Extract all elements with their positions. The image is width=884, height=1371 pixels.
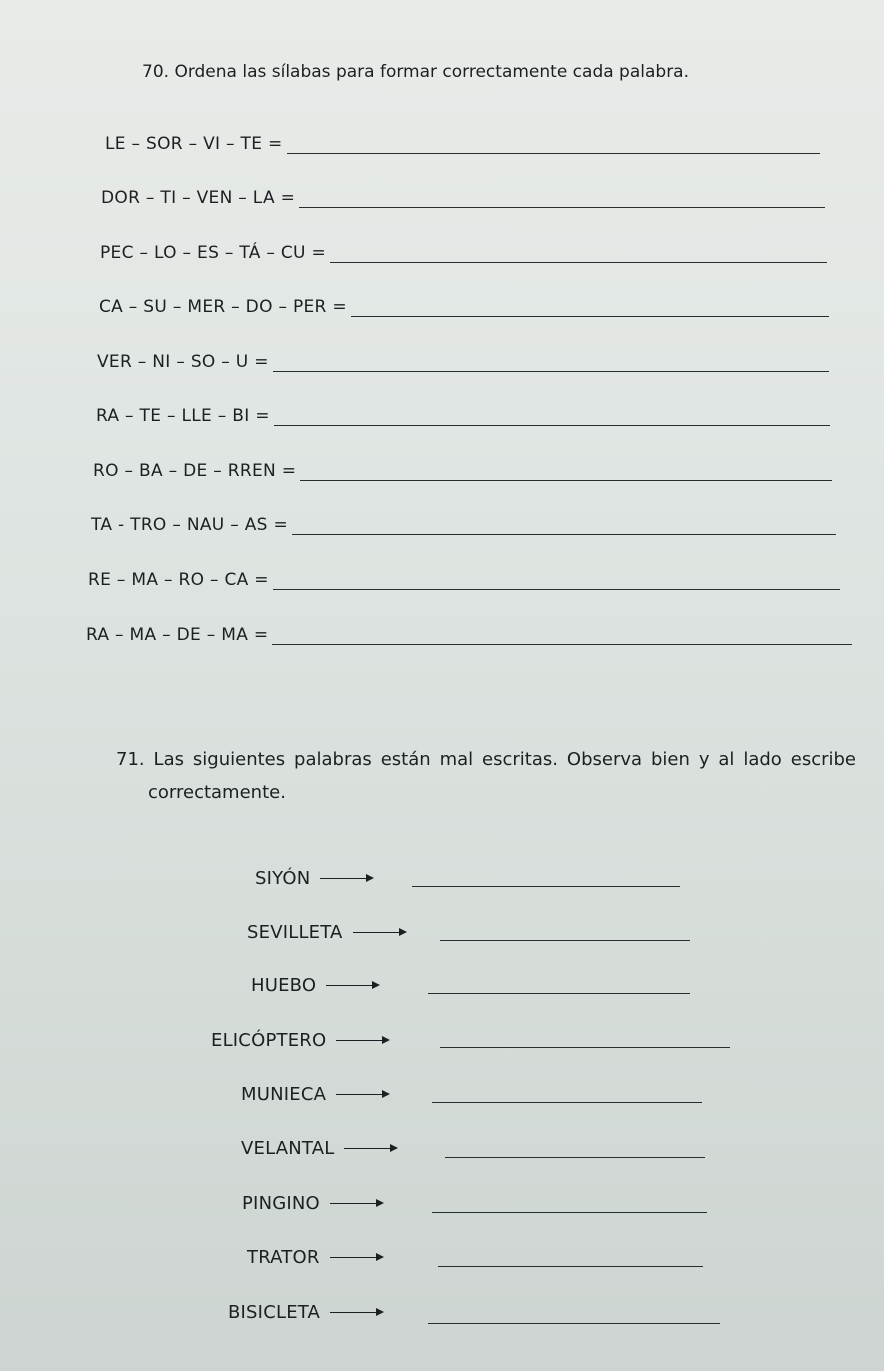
exercise-71-item bbox=[241, 1138, 398, 1159]
exercise-70-item bbox=[100, 243, 827, 263]
exercise-70-item bbox=[96, 406, 830, 426]
exercise-71-item bbox=[255, 868, 374, 889]
syllables: TA - TRO – NAU – AS = bbox=[91, 515, 288, 535]
syllables: RO – BA – DE – RREN = bbox=[93, 461, 297, 481]
answer-line[interactable] bbox=[330, 248, 827, 263]
exercise-71-item bbox=[251, 975, 380, 996]
exercise-70-instructions: 70. Ordena las sílabas para formar correctamente cada palabra. bbox=[142, 62, 690, 82]
arrow-right-icon bbox=[330, 1308, 384, 1318]
answer-line[interactable] bbox=[274, 411, 830, 426]
misspelled-word: ELICÓPTERO bbox=[211, 1030, 327, 1051]
answer-line[interactable] bbox=[428, 993, 690, 994]
syllables: RE – MA – RO – CA = bbox=[88, 570, 269, 590]
arrow-right-icon bbox=[330, 1199, 384, 1209]
misspelled-word: SEVILLETA bbox=[247, 922, 343, 943]
misspelled-word: BISICLETA bbox=[228, 1302, 321, 1323]
syllables: VER – NI – SO – U = bbox=[97, 352, 269, 372]
misspelled-word: MUNIECA bbox=[241, 1084, 327, 1105]
misspelled-word: TRATOR bbox=[247, 1247, 320, 1268]
exercise-71-item bbox=[247, 1247, 384, 1268]
arrow-right-icon bbox=[330, 1253, 384, 1263]
answer-line[interactable] bbox=[287, 139, 820, 154]
arrow-right-icon bbox=[336, 1090, 390, 1100]
syllables: RA – MA – DE – MA = bbox=[86, 625, 269, 645]
exercise-71-instructions bbox=[116, 737, 856, 803]
answer-line[interactable] bbox=[440, 1047, 730, 1048]
exercise-70-item bbox=[91, 515, 836, 535]
answer-line[interactable] bbox=[445, 1157, 705, 1158]
answer-line[interactable] bbox=[273, 575, 840, 590]
syllables: RA – TE – LLE – BI = bbox=[96, 406, 270, 426]
exercise-71-item bbox=[211, 1030, 390, 1051]
exercise-70-item bbox=[86, 625, 852, 645]
answer-line[interactable] bbox=[292, 520, 836, 535]
exercise-70-item bbox=[101, 188, 825, 208]
syllables: CA – SU – MER – DO – PER = bbox=[99, 297, 347, 317]
exercise-70-item bbox=[88, 570, 840, 590]
answer-line[interactable] bbox=[351, 302, 829, 317]
exercise-71-item bbox=[247, 922, 407, 943]
arrow-right-icon bbox=[320, 874, 374, 884]
exercise-71-item bbox=[228, 1302, 384, 1323]
exercise-71-item bbox=[241, 1084, 390, 1105]
answer-line[interactable] bbox=[432, 1212, 707, 1213]
answer-line[interactable] bbox=[272, 630, 852, 645]
arrow-right-icon bbox=[336, 1036, 390, 1046]
instructions-line-2: correctamente. bbox=[148, 782, 286, 803]
misspelled-word: SIYÓN bbox=[255, 868, 311, 889]
misspelled-word: HUEBO bbox=[251, 975, 317, 996]
answer-line[interactable] bbox=[438, 1266, 703, 1267]
answer-line[interactable] bbox=[299, 193, 825, 208]
arrow-right-icon bbox=[326, 981, 380, 991]
exercise-70-item bbox=[97, 352, 829, 372]
instructions-line-1: 71. Las siguientes palabras están mal escritas. Observa bien y al lado escribe bbox=[116, 749, 856, 770]
answer-line[interactable] bbox=[440, 940, 690, 941]
exercise-70-item bbox=[99, 297, 829, 317]
misspelled-word: PINGINO bbox=[242, 1193, 320, 1214]
answer-line[interactable] bbox=[432, 1102, 702, 1103]
exercise-70-item bbox=[93, 461, 832, 481]
arrow-right-icon bbox=[344, 1144, 398, 1154]
syllables: PEC – LO – ES – TÁ – CU = bbox=[100, 243, 327, 263]
answer-line[interactable] bbox=[412, 886, 680, 887]
exercise-70-item bbox=[105, 134, 820, 154]
answer-line[interactable] bbox=[300, 466, 832, 481]
exercise-71-item bbox=[242, 1193, 384, 1214]
syllables: LE – SOR – VI – TE = bbox=[105, 134, 283, 154]
answer-line[interactable] bbox=[273, 357, 829, 372]
answer-line[interactable] bbox=[428, 1323, 720, 1324]
misspelled-word: VELANTAL bbox=[241, 1138, 335, 1159]
syllables: DOR – TI – VEN – LA = bbox=[101, 188, 296, 208]
arrow-right-icon bbox=[353, 928, 407, 938]
